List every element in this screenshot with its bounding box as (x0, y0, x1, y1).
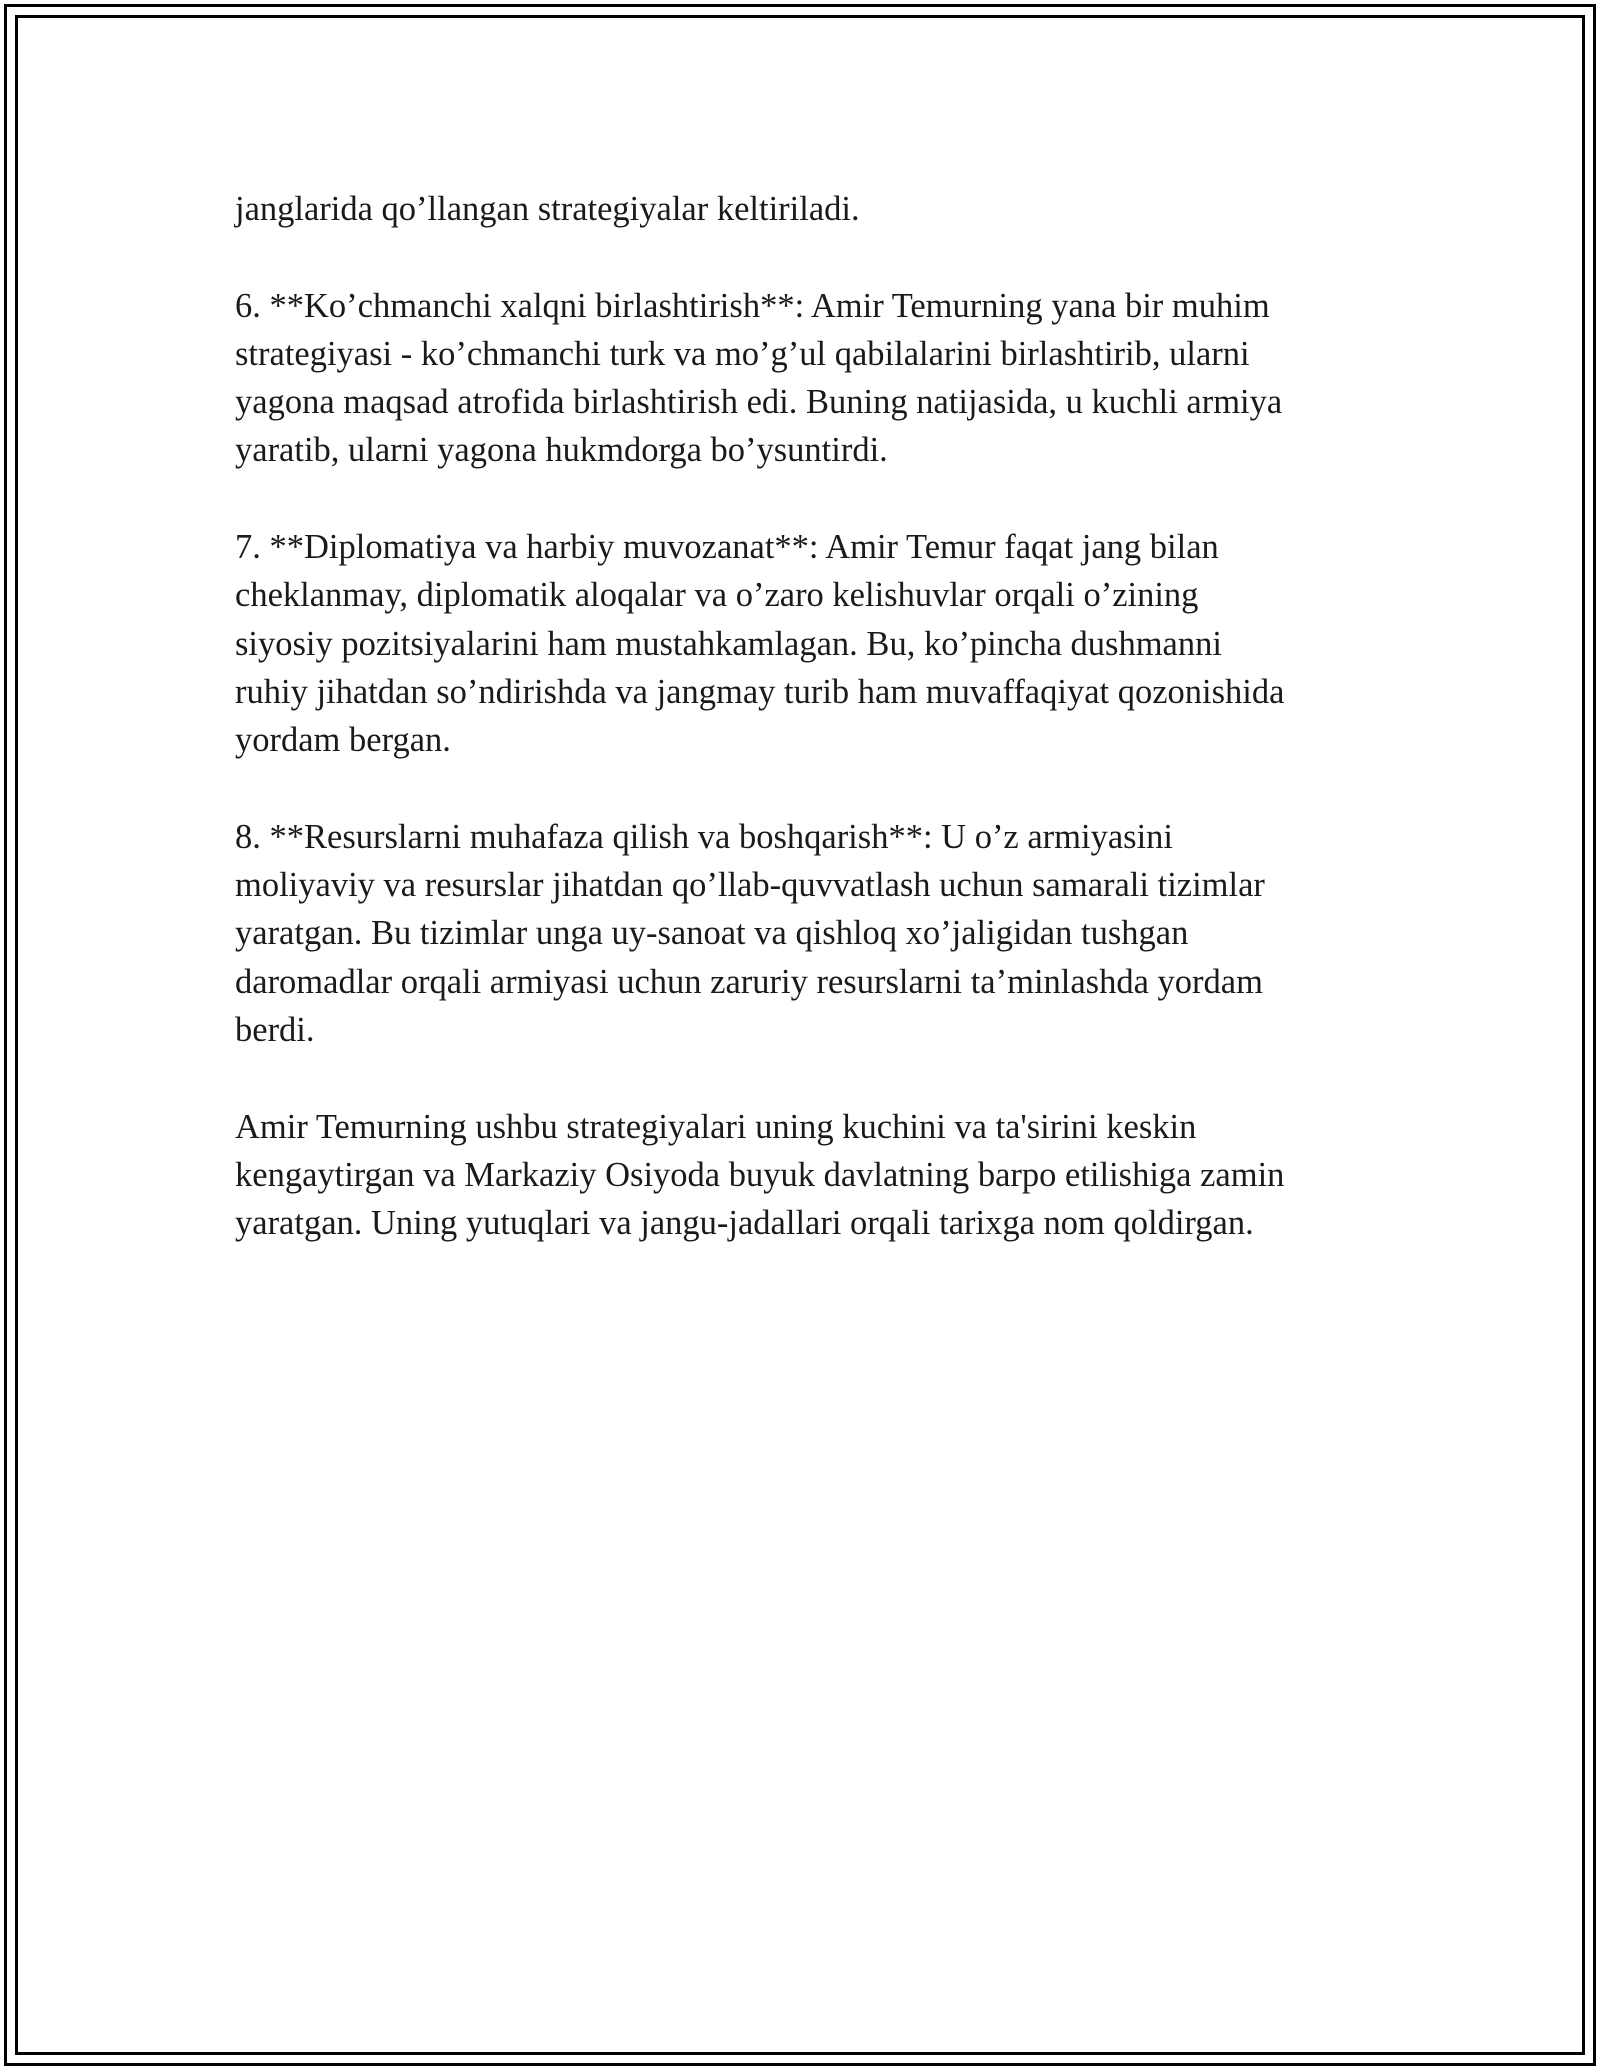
paragraph-item-8 (235, 813, 1365, 1054)
text-line: yaratgan. Bu tizimlar unga uy-sanoat va qishloq xo’jaligidan tushgan (235, 914, 1189, 953)
text-line: moliyaviy va resurslar jihatdan qo’llab-quvvatlash uchun samarali tizimlar (235, 866, 1265, 905)
text-line: yagona maqsad atrofida birlashtirish edi. Buning natijasida, u kuchli armiya (235, 383, 1283, 422)
text-line: Amir Temurning ushbu strategiyalari uning kuchini va ta'sirini keskin (235, 1107, 1197, 1146)
text-line: daromadlar orqali armiyasi uchun zaruriy resurslarni ta’minlashda yordam (235, 962, 1263, 1001)
text-line: strategiyasi - ko’chmanchi turk va mo’g’ul qabilalarini birlashtirib, ularni (235, 334, 1250, 373)
text-line: siyosiy pozitsiyalarini ham mustahkamlagan. Bu, ko’pincha dushmanni (235, 624, 1222, 663)
text-line: yaratib, ularni yagona hukmdorga bo’ysuntirdi. (235, 431, 888, 470)
paragraph-item-7 (235, 523, 1365, 764)
text-line: yaratgan. Uning yutuqlari va jangu-jadallari orqali tarixga nom qoldirgan. (235, 1204, 1254, 1243)
document-body (235, 185, 1365, 1296)
text-line: 7. **Diplomatiya va harbiy muvozanat**: Amir Temur faqat jang bilan (235, 528, 1219, 567)
text-line: kengaytirgan va Markaziy Osiyoda buyuk davlatning barpo etilishiga zamin (235, 1155, 1285, 1194)
paragraph-item-6 (235, 282, 1365, 475)
text-line: 6. **Ko’chmanchi xalqni birlashtirish**: Amir Temurning yana bir muhim (235, 286, 1270, 325)
text-line: yordam bergan. (235, 721, 451, 760)
text-line: berdi. (235, 1011, 315, 1050)
paragraph-intro-continuation (235, 185, 1365, 233)
paragraph-conclusion (235, 1103, 1365, 1248)
text-line: janglarida qo’llangan strategiyalar keltiriladi. (235, 190, 860, 228)
text-line: 8. **Resurslarni muhafaza qilish va boshqarish**: U o’z armiyasini (235, 817, 1174, 856)
text-line: ruhiy jihatdan so’ndirishda va jangmay turib ham muvaffaqiyat qozonishida (235, 672, 1285, 711)
text-line: cheklanmay, diplomatik aloqalar va o’zaro kelishuvlar orqali o’zining (235, 576, 1199, 615)
